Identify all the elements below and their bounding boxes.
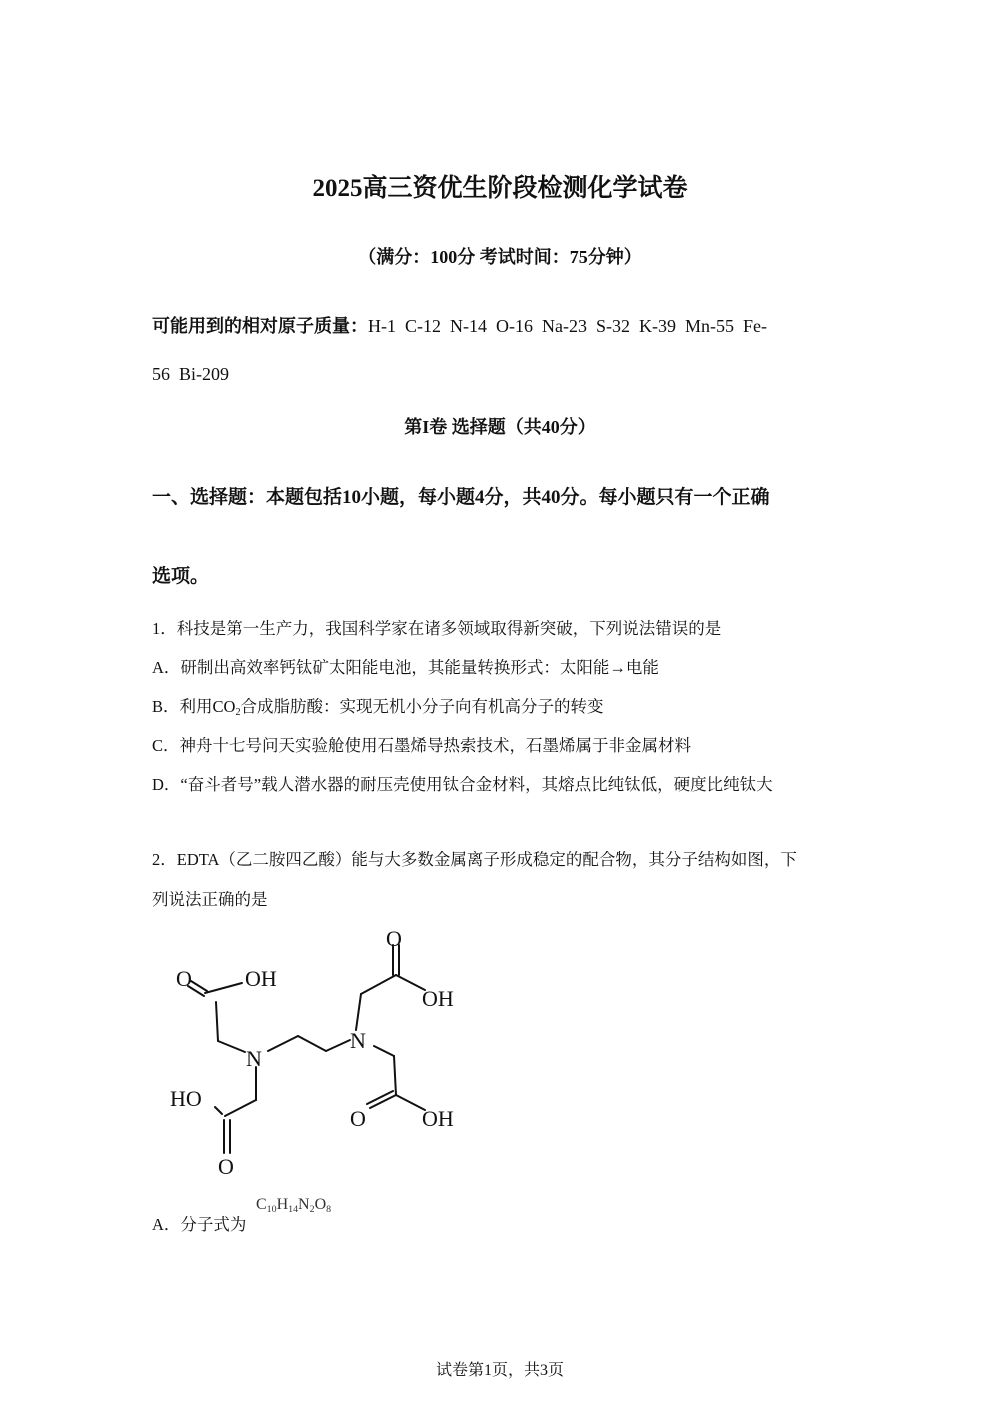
label-n-right: N — [350, 1028, 366, 1053]
label-oh-bottom-right: OH — [422, 1106, 454, 1131]
atomic-masses-label: 可能用到的相对原子质量： — [152, 316, 368, 336]
section-title: 第I卷 选择题（共40分） — [404, 417, 596, 437]
formula-el-c: C — [256, 1196, 267, 1213]
page-footer: 试卷第1页，共3页 — [435, 1362, 564, 1379]
formula-el-n: N — [298, 1196, 310, 1213]
question-1-option-c: C．神舟十七号问天实验舱使用石墨烯导热索技术，石墨烯属于非金属材料 — [152, 736, 692, 755]
formula-n-c: 10 — [266, 1203, 277, 1215]
option-b-text-post: 合成脂肪酸：实现无机小分子向有机高分子的转变 — [240, 697, 604, 716]
label-oh-top-left: OH — [245, 966, 277, 991]
option-b-subscript: 2 — [235, 706, 241, 718]
molecular-formula — [256, 1196, 331, 1215]
label-n-left: N — [246, 1046, 262, 1071]
label-o-top-left: O — [176, 966, 192, 991]
question-1-option-b — [152, 693, 604, 718]
label-ho-bottom-left: HO — [170, 1086, 202, 1111]
formula-n-h: 14 — [288, 1203, 299, 1215]
exam-title: 2025高三资优生阶段检测化学试卷 — [312, 175, 688, 202]
section-instruction-line2: 选项。 — [152, 566, 210, 587]
label-oh-top-right: OH — [422, 986, 454, 1011]
question-2-option-a — [152, 1211, 246, 1235]
formula-el-o: O — [314, 1196, 327, 1213]
atomic-masses-values: H-1 C-12 N-14 O-16 Na-23 S-32 K-39 Mn-55 Fe- — [368, 316, 767, 336]
formula-n-o: 8 — [326, 1203, 332, 1215]
atomic-masses-line1 — [152, 312, 767, 338]
question-1-stem: 1．科技是第一生产力，我国科学家在诸多领域取得新突破，下列说法错误的是 — [152, 619, 722, 638]
question-1-option-a: A．研制出高效率钙钛矿太阳能电池，其能量转换形式：太阳能→电能 — [152, 658, 659, 677]
edta-structure-diagram — [160, 920, 480, 1185]
label-o-bottom-left: O — [218, 1154, 234, 1179]
atomic-masses-line2: 56 Bi-209 — [152, 364, 230, 384]
question-2-stem-line1: 2．EDTA（乙二胺四乙酸）能与大多数金属离子形成稳定的配合物，其分子结构如图，下 — [152, 850, 797, 869]
section-instruction-line1: 一、选择题：本题包括10小题，每小题4分，共40分。每小题只有一个正确 — [152, 487, 770, 508]
formula-el-h: H — [276, 1196, 289, 1213]
option-b-text-pre: B．利用CO — [152, 697, 236, 716]
label-o-top-right: O — [386, 926, 402, 951]
label-o-bottom-right: O — [350, 1106, 366, 1131]
exam-subtitle: （满分：100分 考试时间：75分钟） — [358, 247, 642, 267]
option-a-prefix: A．分子式为 — [152, 1215, 247, 1234]
question-1-option-d: D．“奋斗者号”载人潜水器的耐压壳使用钛合金材料，其熔点比纯钛低，硬度比纯钛大 — [152, 775, 773, 794]
formula-n-n: 2 — [309, 1203, 315, 1215]
question-2-stem-line2: 列说法正确的是 — [152, 890, 268, 909]
